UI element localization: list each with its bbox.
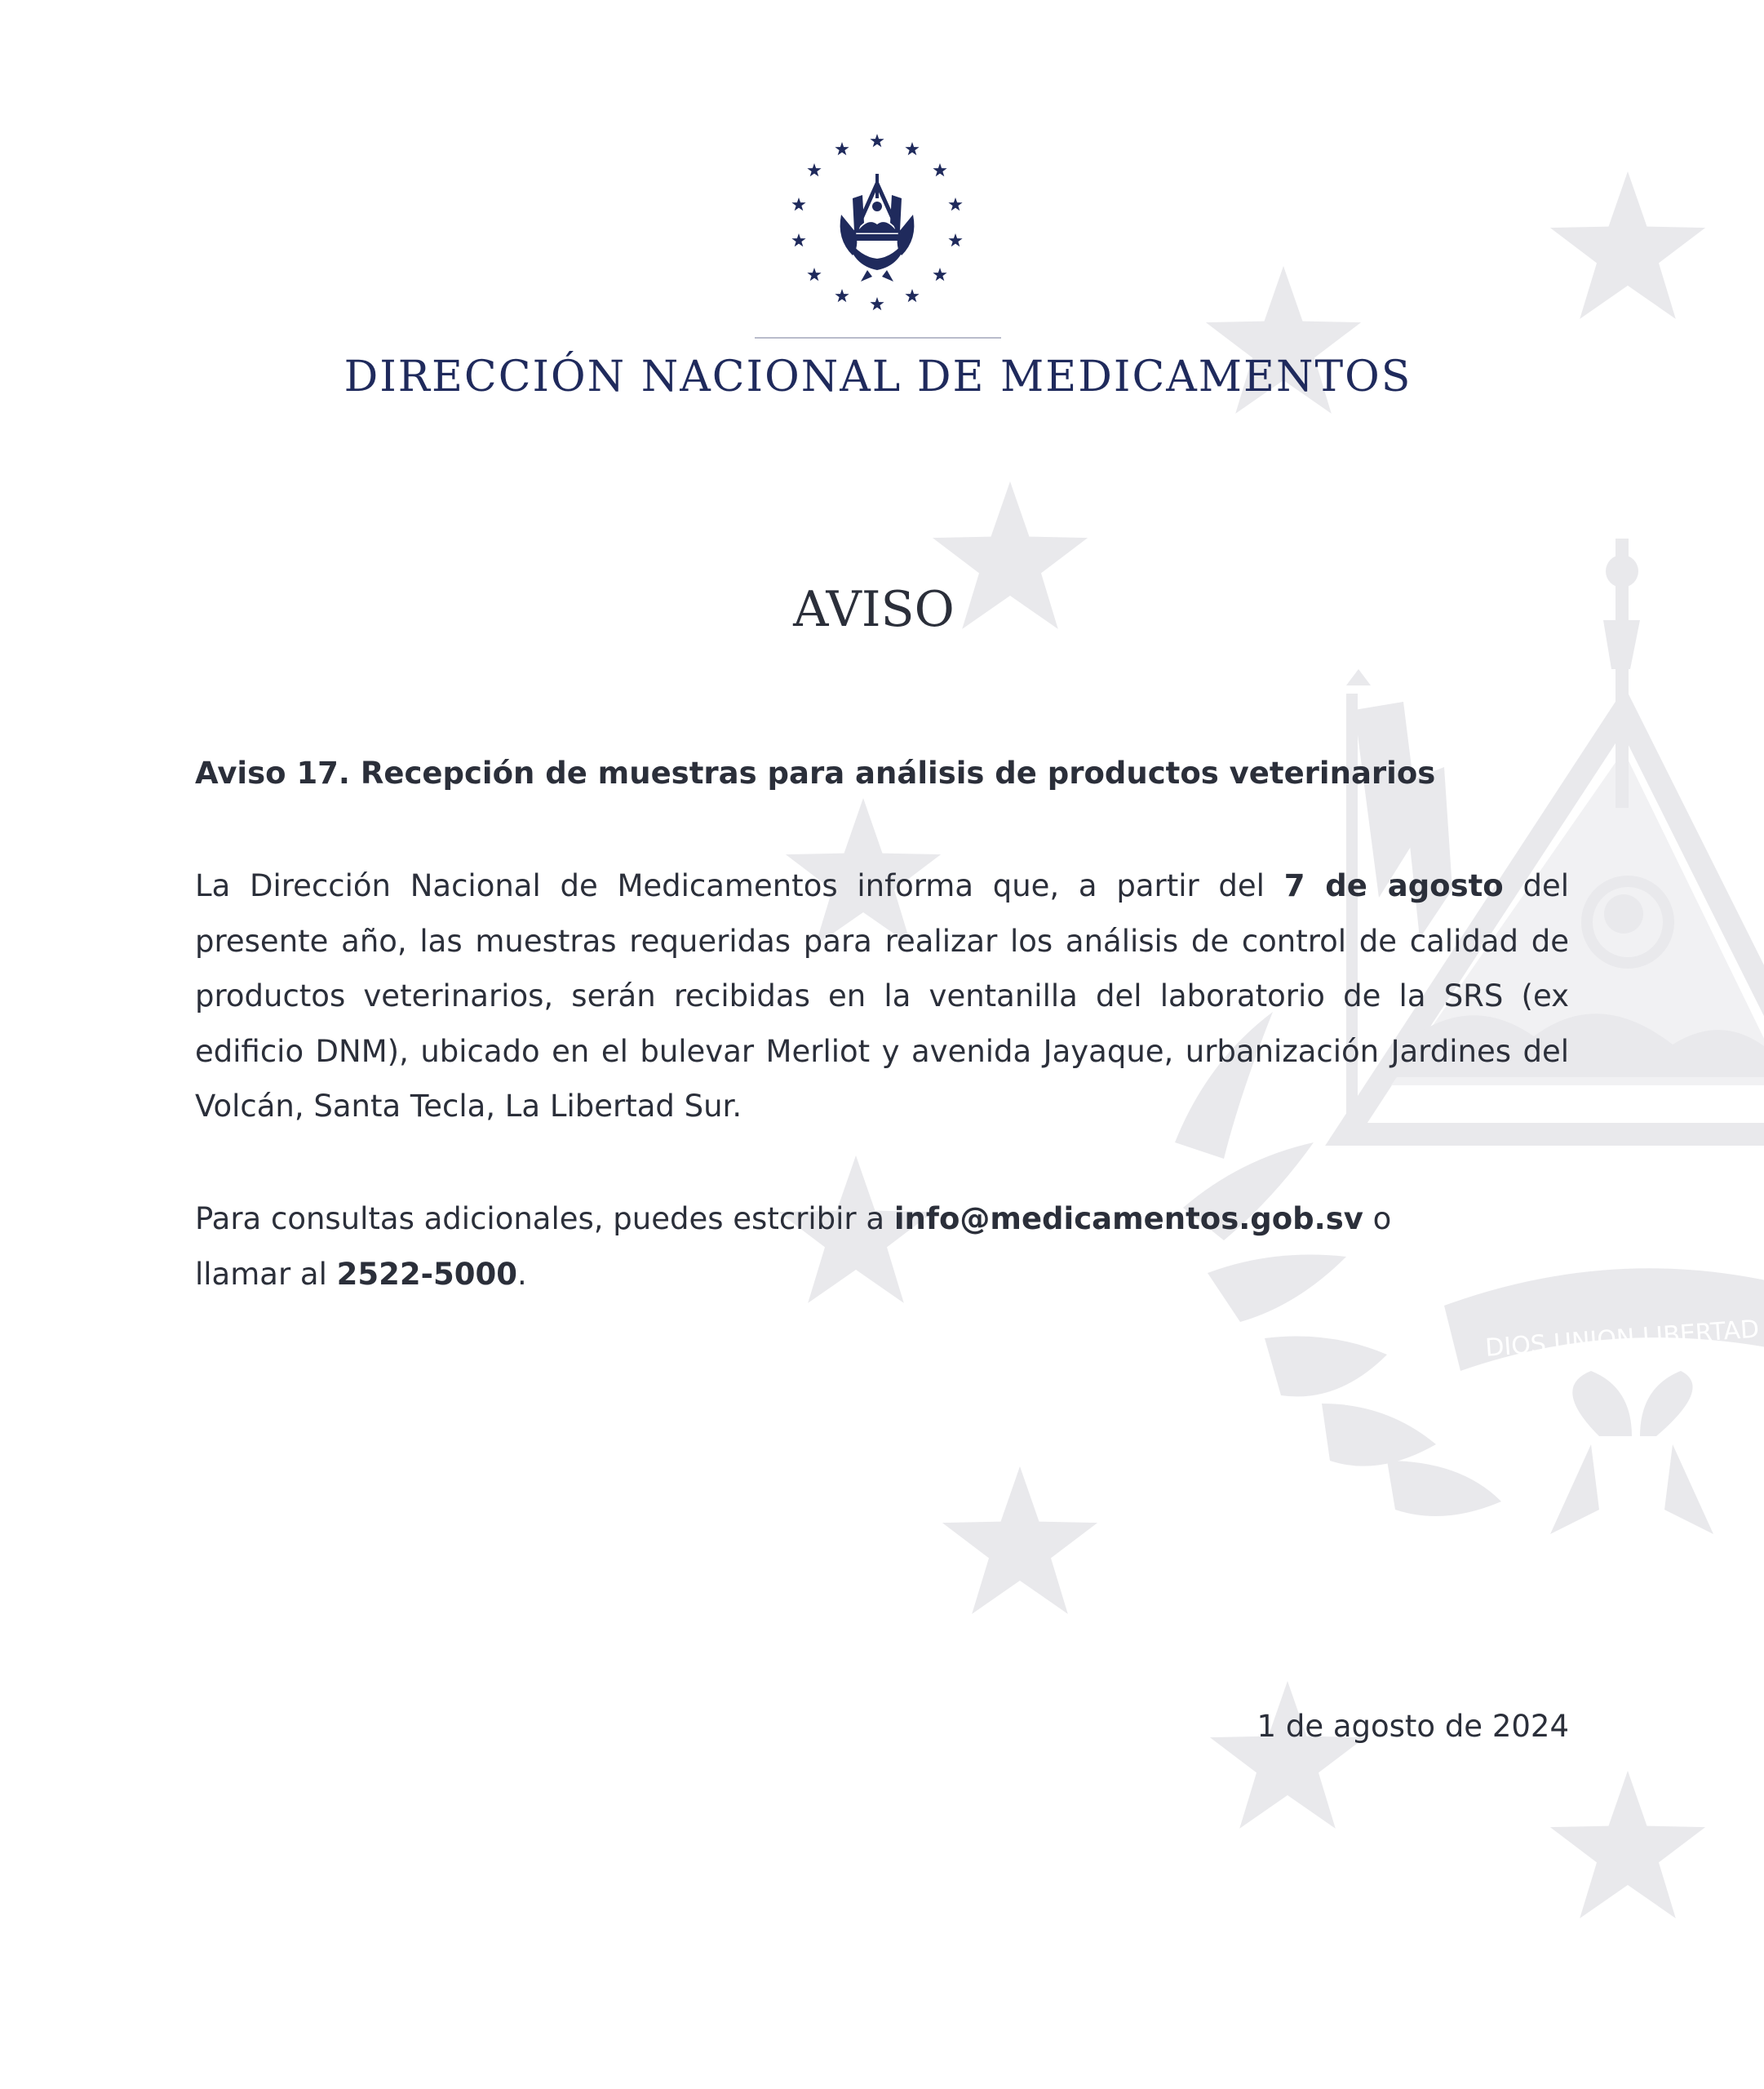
organization-title: DIRECCIÓN NACIONAL DE MEDICAMENTOS [343,353,1412,401]
notice-heading: AVISO [793,581,955,638]
contact-phone: 2522-5000 [336,1256,517,1292]
contact-text: o [1363,1201,1392,1236]
notice-effective-date: 7 de agosto [1283,868,1504,903]
contact-email-link[interactable]: info@medicamentos.gob.sv [893,1201,1363,1236]
notice-body [195,858,1569,1134]
notice-date: 1 de agosto de 2024 [1257,1709,1569,1744]
contact-info [195,1191,1569,1302]
notice-subject: Aviso 17. Recepción de muestras para análisis de productos veterinarios [195,756,1436,791]
notice-body-text: La Dirección Nacional de Medicamentos informa que, a partir del [195,868,1284,903]
contact-text: llamar al [195,1256,337,1292]
contact-text: . [516,1256,527,1292]
header-divider [755,337,1001,339]
notice-body-text: del presente año, las muestras requeridas para realizar los análisis de control de calidad de productos veterinarios, serán recibidas en la ventanilla del laboratorio de la SRS (ex edificio DNM), ubicado en el bulevar Merliot y avenida Jayaque, urbanización Jardines del Volcán, Santa Tecla, La Libertad Sur. [195,868,1569,1124]
el-salvador-coat-of-arms-icon [783,129,971,317]
watermark-motto: DIOS UNION LIBERTAD [1484,1315,1761,1363]
contact-text: Para consultas adicionales, puedes estcribir a [195,1201,894,1236]
